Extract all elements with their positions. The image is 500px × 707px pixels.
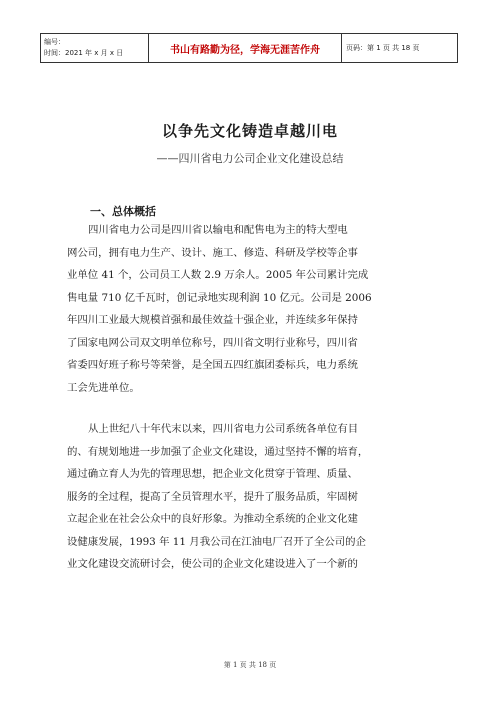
paragraph-line: 业单位 41 个，公司员工人数 2.9 万余人。2005 年公司累计完成: [67, 269, 369, 281]
header-page-cell: [342, 34, 457, 62]
header-meta-cell: [41, 34, 149, 62]
header-motto-cell: [149, 34, 342, 62]
paragraph-line: 业文化建设交流研讨会，使公司的企业文化建设进入了一个新的: [67, 558, 358, 570]
number-label: 编号：: [44, 38, 65, 46]
paragraph-2: [67, 418, 437, 576]
paragraph-line: 省委四好班子称号等荣誉，是全国五四红旗团委标兵，电力系统: [67, 359, 358, 371]
section-heading: 一、总体概括: [90, 205, 156, 218]
document-header-table: [40, 33, 458, 63]
paragraph-line: 立起企业在社会公众中的良好形象。为推动全系统的企业文化建: [67, 513, 358, 525]
paragraph-line: 工会先进单位。: [67, 381, 140, 394]
motto-text: 书山有路勤为径，学海无涯苦作舟: [170, 44, 320, 56]
paragraph-line: 网公司，拥有电力生产、设计、施工、修造、科研及学校等企事: [67, 246, 358, 259]
paragraph-line: 服务的全过程，提高了全员管理水平，提升了服务品质，牢固树: [67, 490, 358, 503]
paragraph-line: 从上世纪八十年代末以来，四川省电力公司系统各单位有目: [88, 423, 359, 435]
time-label: 时间：2021 年 x 月 x 日: [44, 49, 124, 57]
paragraph-1: [67, 219, 437, 399]
paragraph-line: 设健康发展，1993 年 11 月我公司在江油电厂召开了全公司的企: [67, 535, 366, 548]
paragraph-line: 四川省电力公司是四川省以输电和配售电为主的特大型电: [88, 224, 348, 236]
paragraph-line: 了国家电网公司双文明单位称号，四川省文明行业称号，四川省: [67, 336, 358, 349]
document-title: 以争先文化铸造卓越川电: [161, 122, 338, 140]
document-subtitle: ——四川省电力公司企业文化建设总结: [156, 152, 344, 165]
paragraph-line: 年四川工业最大规模首强和最佳效益十强企业，并连续多年保持: [67, 314, 358, 326]
header-page-info: 页码：第 1 页 共 18 页: [346, 44, 420, 52]
paragraph-line: 的、有规划地进一步加强了企业文化建设，通过坚持不懈的培育，: [67, 445, 369, 458]
page-footer: 第 1 页 共 18 页: [223, 661, 277, 669]
paragraph-line: 售电量 710 亿千瓦时，创记录地实现利润 10 亿元。公司是 2006: [67, 291, 372, 304]
paragraph-line: 通过确立育人为先的管理思想，把企业文化贯穿于管理、质量、: [67, 468, 358, 480]
